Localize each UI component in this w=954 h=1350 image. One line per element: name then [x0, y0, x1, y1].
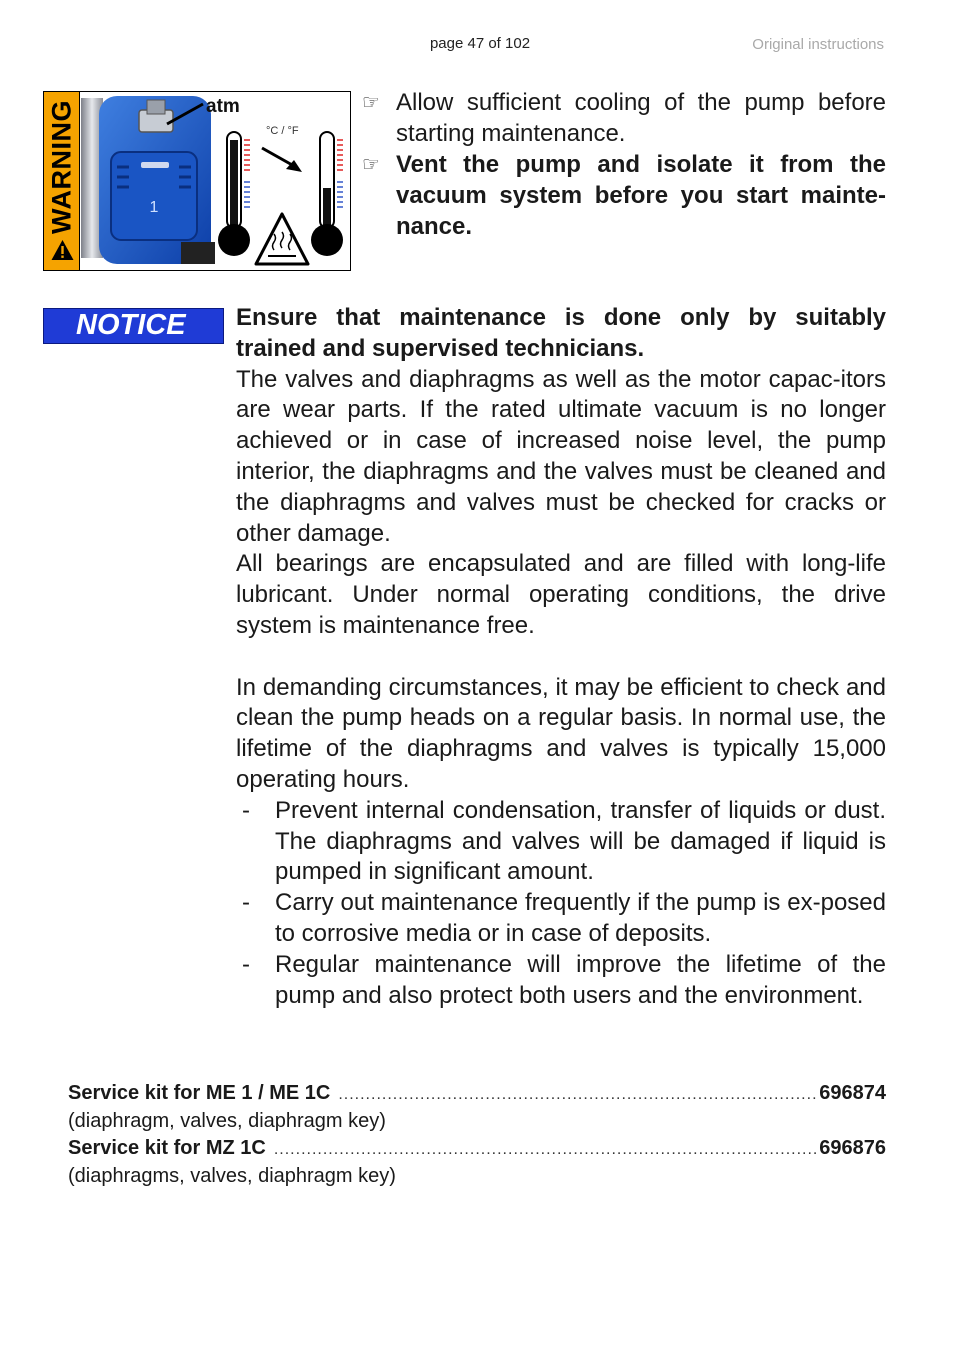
service-kit-name: Service kit for MZ 1C	[68, 1137, 266, 1159]
spacer	[236, 642, 886, 673]
warning-strip-label: WARNING	[46, 100, 77, 262]
temperature-unit-label: °C / °F	[266, 125, 299, 137]
paragraph-wear-parts: The valves and diaphragms as well as the motor capac-itors are wear parts. If the rated ultimate vacuum is no longer achieved or in case of increased noise level, the pump interior, the diaphragms and the valves must be cleaned and the diaphragms and valves must be checked for cracks or other damage.	[236, 365, 886, 547]
warning-panel	[43, 91, 351, 271]
leader-dots	[274, 1136, 817, 1163]
pump-number-label: 1	[149, 199, 159, 216]
pointing-hand-icon: ☞	[362, 92, 380, 114]
list-item: - Carry out maintenance frequently if the pump is ex-posed to corrosive media or in case of deposits.	[236, 888, 886, 950]
warning-triangle-icon	[50, 239, 74, 261]
service-kit-description: (diaphragms, valves, diaphragm key)	[68, 1165, 396, 1187]
page-number: page 47 of 102	[429, 35, 531, 52]
thermometer-illustration	[214, 122, 349, 270]
list-item: - Regular maintenance will improve the lifetime of the pump and also protect both users and the environment.	[236, 950, 886, 1012]
warning-bullet: ☞ Vent the pump and isolate it from the vacuum system before you start mainte-nance.	[362, 151, 886, 240]
leader-dots	[338, 1081, 817, 1108]
notice-body	[236, 303, 886, 1011]
paragraph-demanding: In demanding circumstances, it may be efficient to check and clean the pump heads on a regular basis. In normal use, the lifetime of the diaphragms and valves is typically 15,000 operating hours.	[236, 673, 886, 793]
atm-label: atm	[206, 96, 240, 117]
warning-strip	[44, 92, 80, 270]
service-kit-name: Service kit for ME 1 / ME 1C	[68, 1082, 331, 1104]
document-type-label: Original instructions	[752, 36, 884, 53]
service-kit-description: (diaphragm, valves, diaphragm key)	[68, 1110, 386, 1132]
service-kits	[68, 1080, 886, 1190]
service-kit-row	[68, 1135, 886, 1163]
service-kit-number: 696876	[819, 1137, 886, 1159]
warning-instructions	[362, 87, 886, 242]
service-kit-number: 696874	[819, 1082, 886, 1104]
service-kit-row	[68, 1080, 886, 1108]
hot-surface-icon	[256, 214, 308, 264]
warning-bullet: ☞ Allow sufficient cooling of the pump before starting maintenance.	[362, 89, 886, 147]
pump-illustration	[81, 92, 221, 270]
pointing-hand-icon: ☞	[362, 154, 380, 176]
notice-badge: NOTICE	[43, 308, 224, 344]
notice-lead: Ensure that maintenance is done only by suitably trained and supervised technicians.	[236, 304, 886, 362]
list-item: - Prevent internal condensation, transfer of liquids or dust. The diaphragms and valves will be damaged if liquid is pumped in significant amount.	[236, 796, 886, 888]
paragraph-bearings: All bearings are encapsulated and are filled with long-life lubricant. Under normal operating conditions, the drive system is maintenance free.	[236, 550, 886, 639]
maintenance-tips-list	[236, 796, 886, 1012]
